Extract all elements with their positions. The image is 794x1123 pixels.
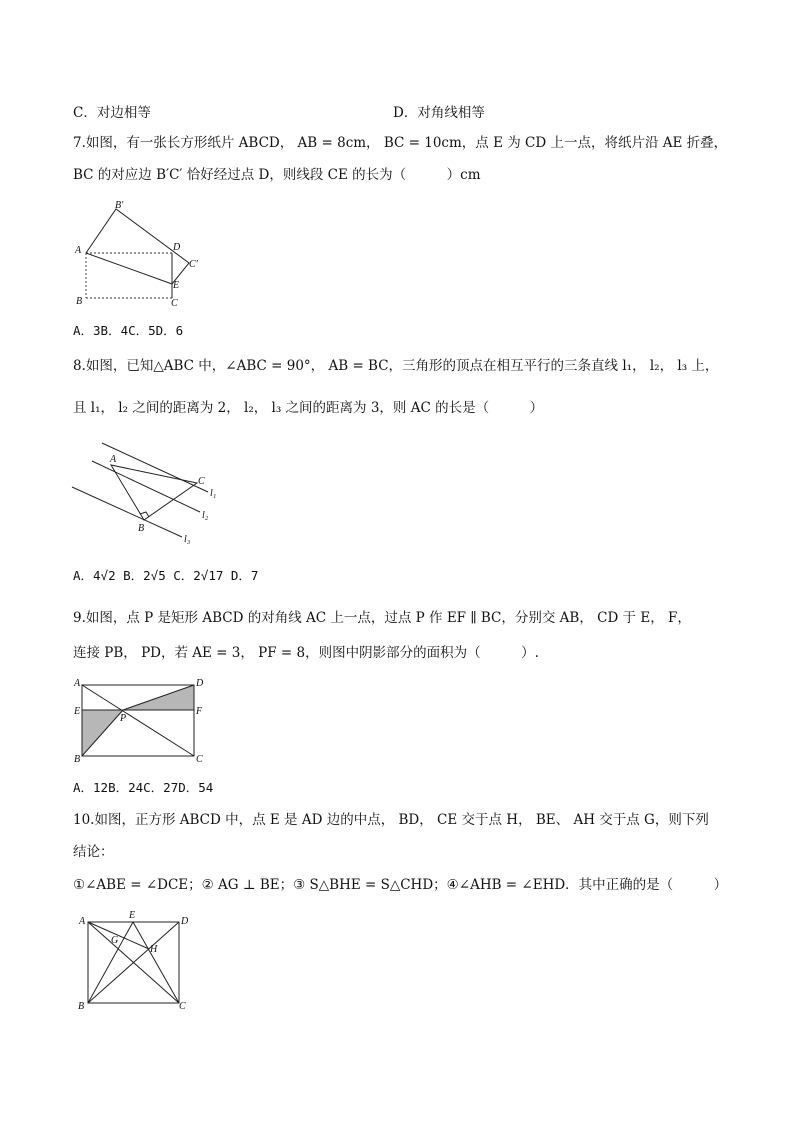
- q8-figure: [68, 436, 228, 548]
- q8-options: A．4√2 B．2√5 C．2√17 D．7: [73, 568, 259, 583]
- q9-options: A．12B．24C．27D．54: [73, 780, 214, 795]
- q8-text-line1: 8.如图，已知△ABC 中，∠ABC = 90°， AB = BC，三角形的顶点在相互平行的三条直线 l₁， l₂， l₃ 上，: [73, 358, 719, 374]
- q7-label-b-prime: B′: [115, 200, 124, 211]
- q9-label-f: F: [196, 706, 203, 717]
- q10-segment-ah: [88, 922, 149, 949]
- q10-label-h: H: [150, 944, 158, 955]
- q7-text-line1: 7.如图，有一张长方形纸片 ABCD， AB = 8cm， BC = 10cm，点 E 为 CD 上一点，将纸片沿 AE 折叠，: [73, 135, 728, 151]
- q8-label-b: B: [138, 523, 145, 534]
- q8-line-l3: [72, 487, 182, 537]
- q10-text-line1: 10.如图，正方形 ABCD 中，点 E 是 AD 边的中点， BD， CE 交于点 H， BE、 AH 交于点 G，则下列: [73, 812, 709, 828]
- q7-label-c-prime: C′: [189, 259, 198, 270]
- q8-label-l2: l₂: [202, 510, 209, 521]
- q10-figure: [74, 908, 194, 1012]
- q7-label-b: B: [76, 296, 83, 307]
- q7-options: A．3B．4C．5D．6: [73, 323, 184, 338]
- q7-label-c: C: [171, 298, 178, 309]
- q9-label-d: D: [196, 678, 204, 689]
- q10-label-c: C: [179, 1001, 186, 1012]
- q9-label-a: A: [74, 678, 81, 689]
- q7-fold-line-ae: [86, 253, 172, 284]
- q10-label-g: G: [111, 935, 119, 946]
- q10-text-line3: ①∠ABE = ∠DCE；② AG ⊥ BE；③ S△BHE = S△CHD；④∠AHB = ∠EHD．其中正确的是（ ）: [73, 877, 728, 893]
- option-d: D．对角线相等: [393, 105, 485, 121]
- q9-text-line1: 9.如图，点 P 是矩形 ABCD 的对角线 AC 上一点，过点 P 作 EF ∥ BC，分别交 AB， CD 于 E， F，: [73, 610, 691, 626]
- q8-line-l1: [102, 443, 208, 492]
- q8-label-a: A: [110, 454, 117, 465]
- q8-label-l1: l₁: [210, 488, 217, 499]
- q7-label-d: D: [173, 242, 181, 253]
- q8-triangle-abc: [111, 465, 197, 520]
- q8-text-line2: 且 l₁， l₂ 之间的距离为 2， l₂， l₃ 之间的距离为 3，则 AC 的长是（ ）: [73, 400, 544, 416]
- q9-label-b: B: [74, 754, 81, 765]
- q10-segment-ce: [133, 922, 179, 1003]
- q10-text-line2: 结论：: [73, 844, 114, 860]
- q9-label-p: P: [120, 713, 127, 724]
- q10-label-d: D: [181, 916, 189, 927]
- q10-label-e: E: [129, 910, 136, 921]
- q9-label-c: C: [196, 754, 203, 765]
- q10-label-a: A: [79, 916, 86, 927]
- q7-text-line2: BC 的对应边 B′C′ 恰好经过点 D，则线段 CE 的长为（ ）cm: [73, 167, 481, 183]
- q7-label-e: E: [173, 280, 180, 291]
- q10-label-b: B: [78, 1001, 85, 1012]
- q9-label-e: E: [74, 706, 81, 717]
- q7-figure: [72, 198, 212, 310]
- option-c: C．对边相等: [73, 105, 151, 121]
- q9-figure: [72, 676, 212, 766]
- q7-label-a: A: [75, 245, 82, 256]
- q9-text-line2: 连接 PB， PD，若 AE = 3， PF = 8，则图中阴影部分的面积为（ ）.: [73, 645, 539, 661]
- q8-label-l3: l₃: [184, 534, 191, 545]
- q8-label-c: C: [198, 476, 205, 487]
- q8-line-l2: [92, 461, 200, 512]
